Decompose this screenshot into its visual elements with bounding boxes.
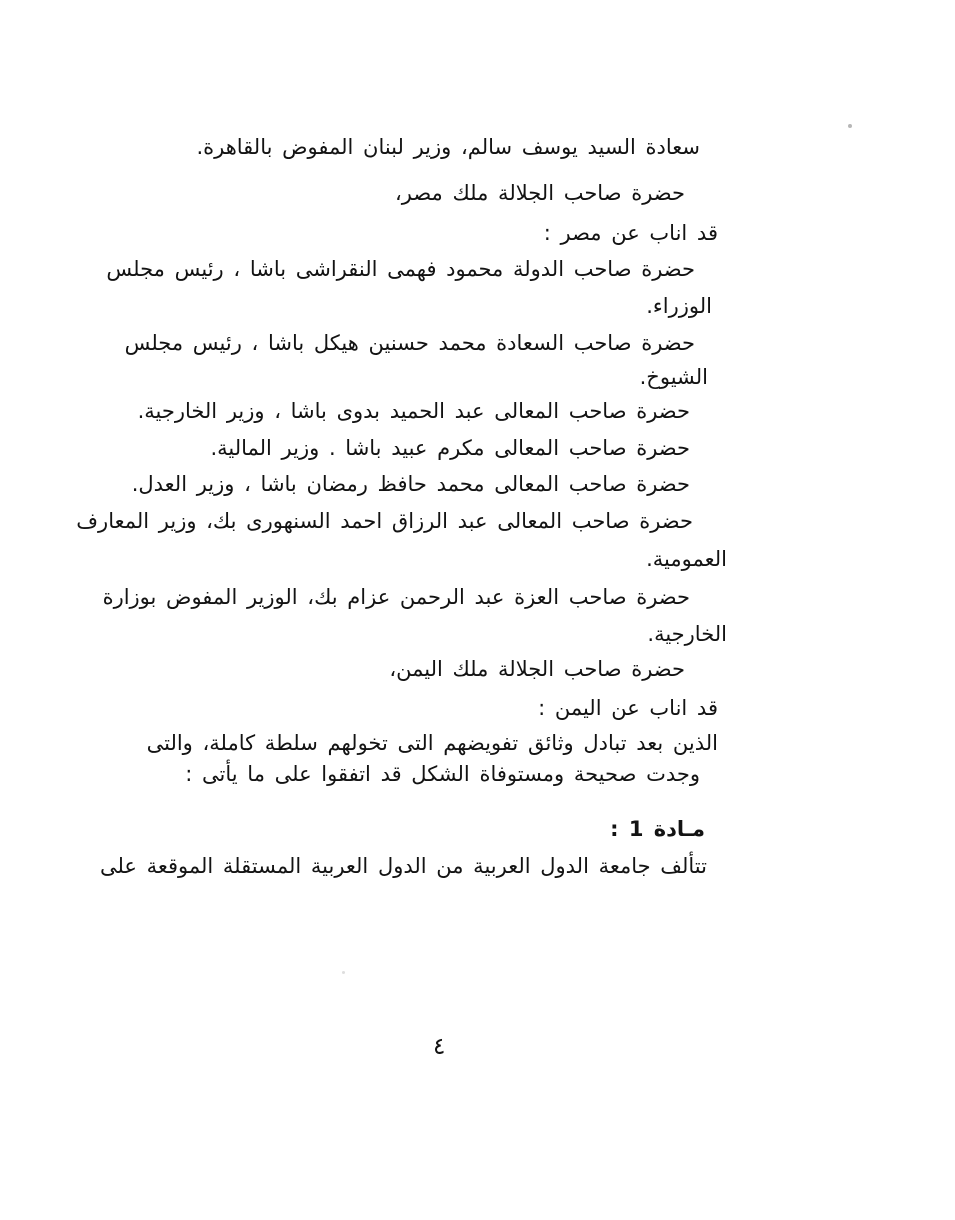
document-line: حضرة صاحب المعالى محمد حافظ رمضان باشا ، وزير العدل.	[131, 472, 690, 496]
document-line: حضرة صاحب السعادة محمد حسنين هيكل باشا ، رئيس مجلس	[124, 331, 695, 355]
document-line: قد اناب عن مصر :	[543, 221, 718, 245]
document-line: الخارجية.	[647, 622, 727, 646]
document-line: حضرة صاحب المعالى مكرم عبيد باشا . وزير المالية.	[210, 436, 690, 460]
document-line: الذين بعد تبادل وثائق تفويضهم التى تخولهم سلطة كاملة، والتى	[146, 731, 718, 755]
document-line: وجدت صحيحة ومستوفاة الشكل قد اتفقوا على ما يأتى :	[185, 762, 700, 786]
scan-artifact-speck	[342, 971, 345, 974]
document-line: حضرة صاحب المعالى عبد الحميد بدوى باشا ، وزير الخارجية.	[137, 399, 690, 423]
document-line: قد اناب عن اليمن :	[538, 696, 718, 720]
document-line: حضرة صاحب المعالى عبد الرزاق احمد السنهورى بك، وزير المعارف	[76, 509, 693, 533]
document-line: حضرة صاحب الجلالة ملك مصر،	[394, 181, 685, 205]
page-number: ٤	[433, 1034, 446, 1060]
document-line: حضرة صاحب الدولة محمود فهمى النقراشى باشا ، رئيس مجلس	[106, 257, 695, 281]
document-line: حضرة صاحب الجلالة ملك اليمن،	[389, 657, 685, 681]
document-line: الوزراء.	[646, 294, 712, 318]
document-line: تتألف جامعة الدول العربية من الدول العربية المستقلة الموقعة على	[99, 854, 707, 878]
document-line: الشيوخ.	[639, 365, 708, 389]
article-1-heading: مـادة 1 :	[610, 817, 705, 841]
document-line: حضرة صاحب العزة عبد الرحمن عزام بك، الوزير المفوض بوزارة	[102, 585, 690, 609]
scan-artifact-speck	[848, 124, 852, 128]
document-line: سعادة السيد يوسف سالم، وزير لبنان المفوض بالقاهرة.	[196, 135, 700, 159]
document-line: العمومية.	[646, 547, 727, 571]
